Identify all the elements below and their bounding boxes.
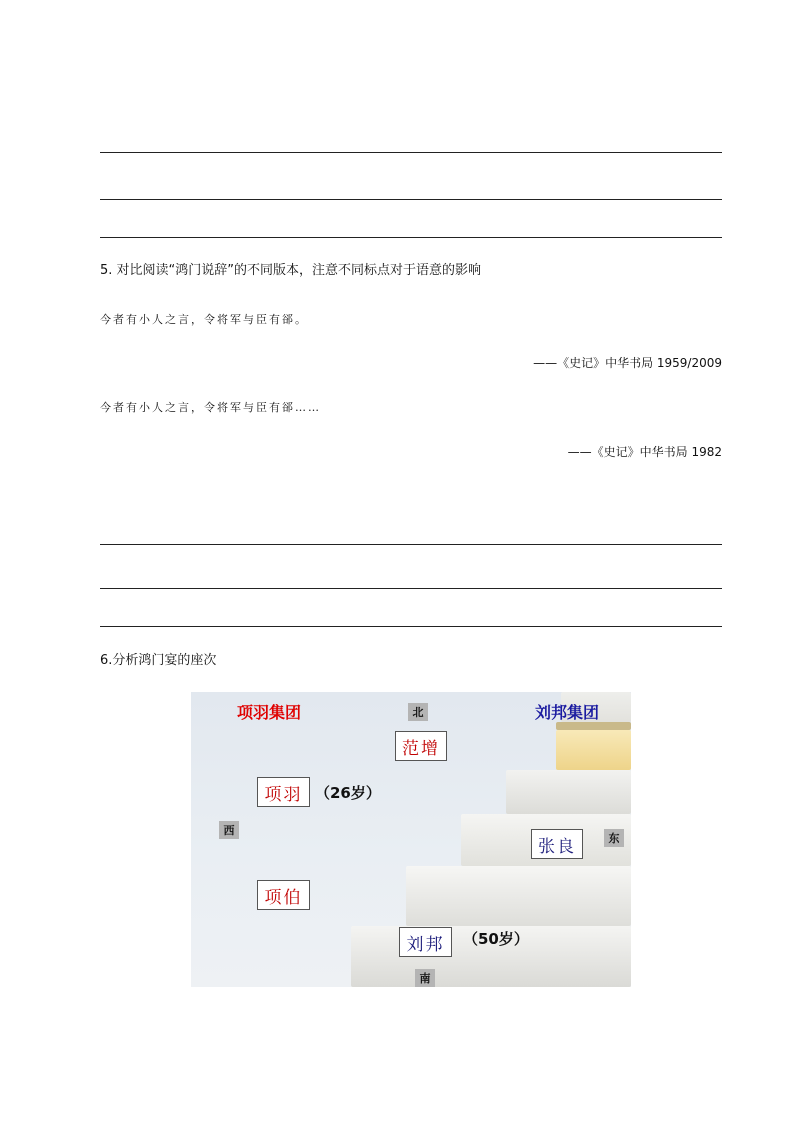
- seat-liu-bang: 刘邦: [399, 927, 452, 957]
- liu-group-label: 刘邦集团: [535, 703, 600, 722]
- south-marker: 南: [415, 969, 435, 987]
- seating-diagram: [191, 692, 631, 987]
- answer-line: [100, 237, 722, 238]
- answer-line: [100, 199, 722, 200]
- answer-line: [100, 544, 722, 545]
- answer-line: [100, 588, 722, 589]
- north-marker: 北: [408, 703, 428, 721]
- quote-version-1: 今者有小人之言，令将军与臣有郤。: [100, 313, 308, 326]
- quote-source-1: ——《史记》中华书局 1959/2009: [533, 356, 722, 370]
- west-marker: 西: [219, 821, 239, 839]
- xiang-yu-age: （26岁）: [315, 784, 381, 802]
- answer-line: [100, 152, 722, 153]
- quote-source-2: ——《史记》中华书局 1982: [567, 445, 722, 459]
- seat-xiang-yu: 项羽: [257, 777, 310, 807]
- answer-line: [100, 626, 722, 627]
- east-marker: 东: [604, 829, 624, 847]
- question-5-title: 5. 对比阅读“鸿门说辞”的不同版本，注意不同标点对于语意的影响: [100, 263, 482, 278]
- xiang-group-label: 项羽集团: [237, 703, 302, 722]
- seat-zhang-liang: 张良: [531, 829, 583, 859]
- liu-bang-age: （50岁）: [463, 930, 529, 948]
- seat-xiang-bo: 项伯: [257, 880, 310, 910]
- seat-fan-zeng: 范增: [395, 731, 447, 761]
- question-6-title: 6.分析鸿门宴的座次: [100, 653, 217, 668]
- quote-version-2: 今者有小人之言，令将军与臣有郤……: [100, 401, 321, 414]
